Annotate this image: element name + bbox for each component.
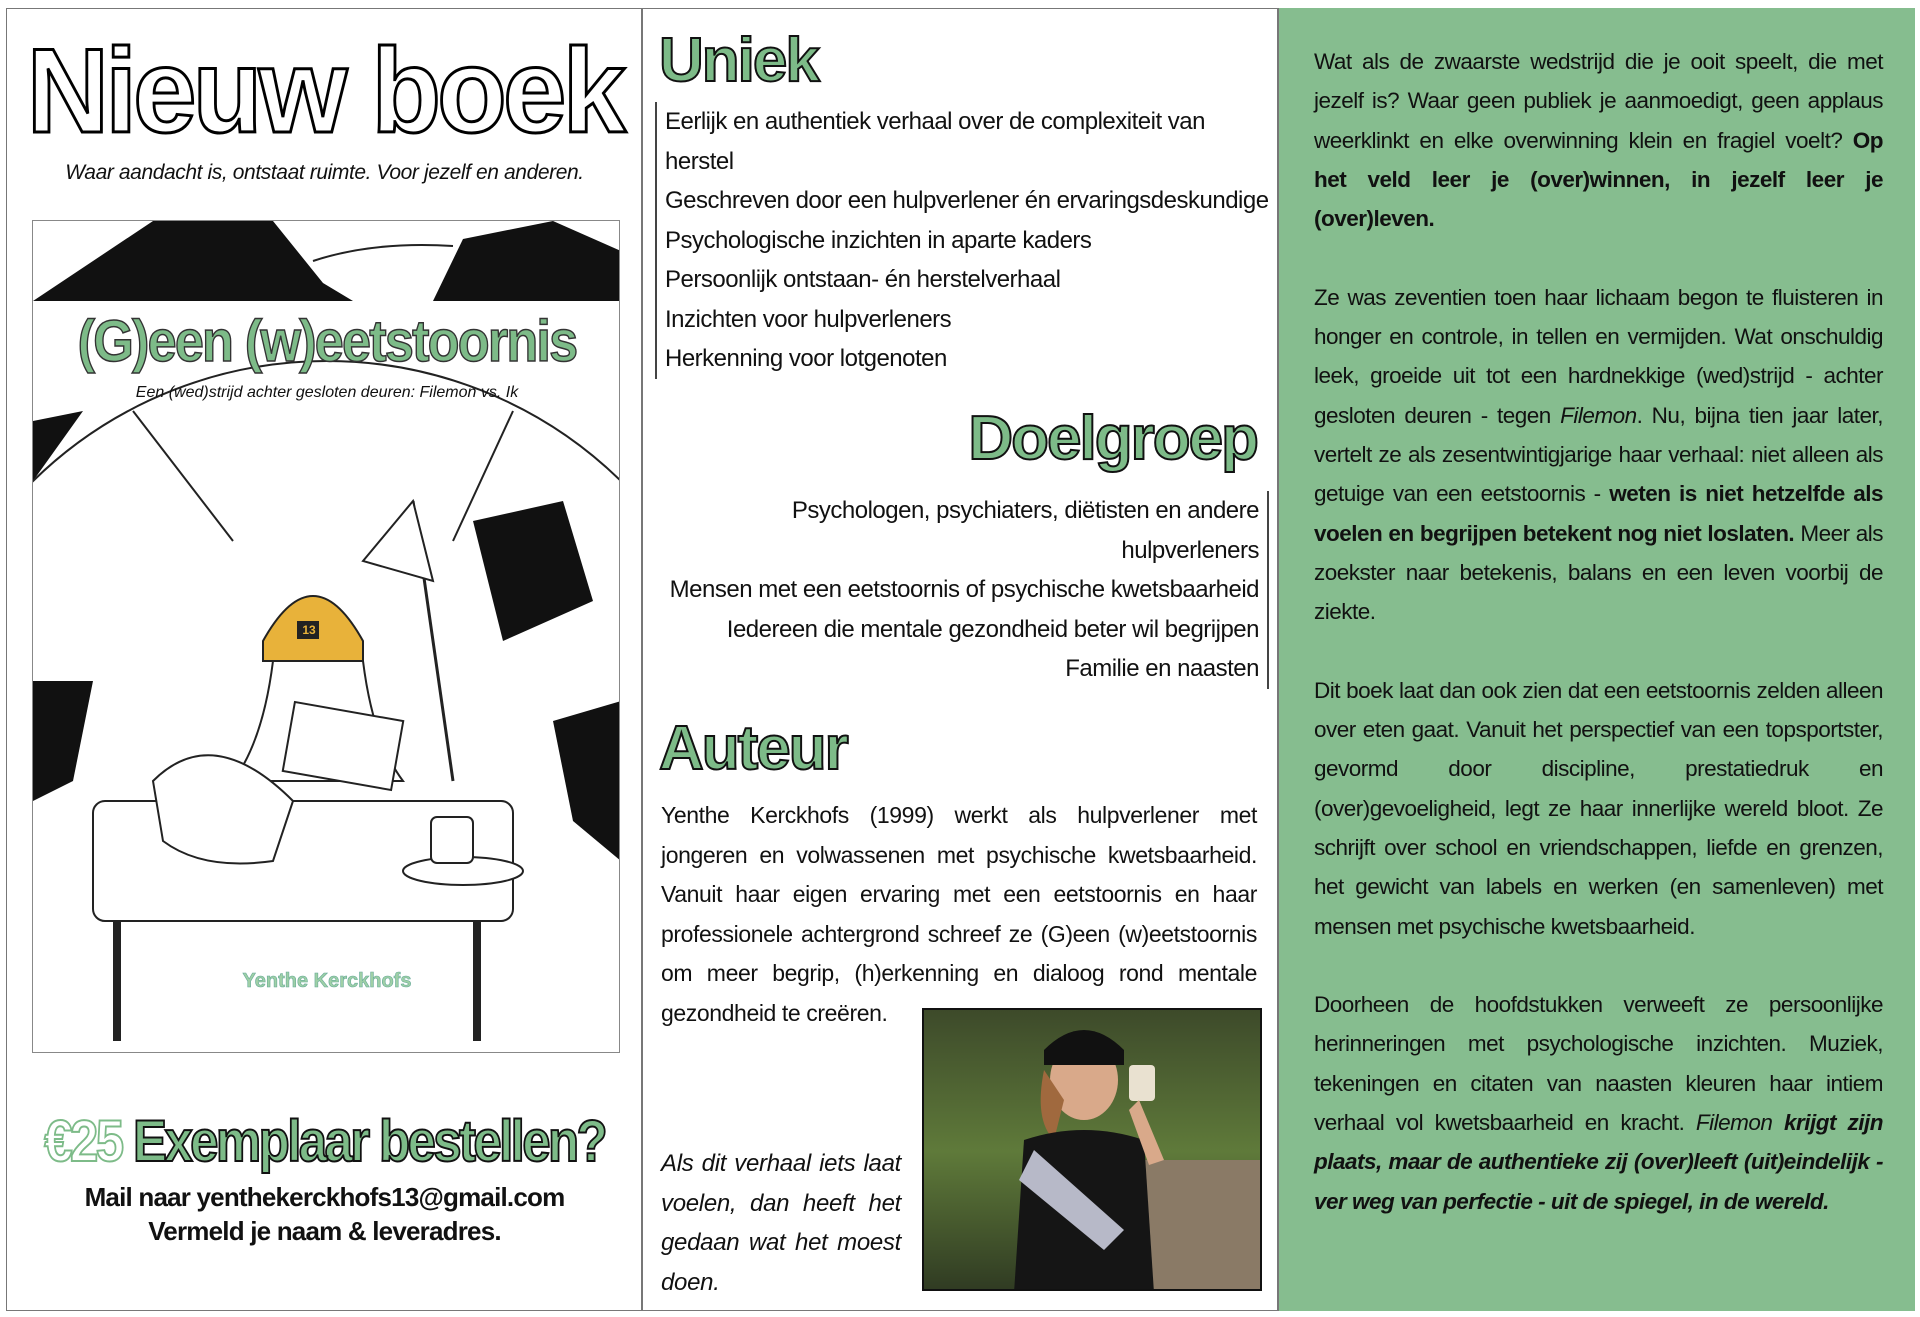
order-question: Exemplaar bestellen? xyxy=(133,1109,606,1174)
audience-list xyxy=(649,491,1269,689)
author-photo xyxy=(922,1008,1262,1291)
contact-instructions: Vermeld je naam & leveradres. xyxy=(148,1216,501,1246)
synopsis-text-segment: Dit boek laat dan ook zien dat een eetstoornis zelden alleen over eten gaat. Vanuit het perspectief van een topsportster, gevormd door discipline, prestatiedruk en (over)gevoeligheid, legt ze haar innerlijke wereld bloot. Ze schrijft over school en vriendschappen, liefde en grenzen, het gewicht van labels en werken (en samenleven) met mensen met psychische kwetsbaarheid. xyxy=(1314,677,1883,939)
list-item: Herkenning voor lotgenoten xyxy=(665,345,947,372)
synopsis-text-segment: Op het veld leer je (over)winnen, in jezelf leer je (over)leven. xyxy=(1314,127,1883,232)
list-item: Geschreven door een hulpverlener én ervaringsdeskundige xyxy=(665,187,1269,214)
cover-title: (G)een (w)eetstoornis xyxy=(77,309,577,374)
right-column-synopsis xyxy=(1279,8,1915,1311)
list-item: Psychologen, psychiaters, diëtisten en andere hulpverleners xyxy=(791,497,1259,564)
left-column xyxy=(6,8,643,1311)
list-item: Eerlijk en authentiek verhaal over de complexiteit van herstel xyxy=(665,108,1205,175)
middle-column xyxy=(643,8,1279,1311)
price: €25 xyxy=(44,1109,122,1174)
author-photo-image xyxy=(924,1010,1262,1291)
synopsis-paragraph xyxy=(1314,42,1883,238)
author-quote: Als dit verhaal iets laat voelen, dan heeft het gedaan wat het moest doen. xyxy=(661,1150,901,1296)
synopsis-text-segment: Filemon xyxy=(1695,1110,1773,1136)
synopsis-text-segment: . Nu, bijna tien jaar later, vertelt ze als zesentwintigjarige haar verhaal: niet alleen als getuige van een eetstoornis - xyxy=(1314,402,1883,507)
synopsis-text-segment: weten is niet hetzelfde als voelen en begrijpen betekent nog niet loslaten. xyxy=(1314,481,1884,546)
list-item: Familie en naasten xyxy=(1065,655,1259,682)
cover-author: Yenthe Kerckhofs xyxy=(242,970,412,992)
synopsis-text xyxy=(1314,42,1883,1260)
contact-email-line[interactable]: Mail naar yenthekerckhofs13@gmail.com xyxy=(84,1182,565,1212)
synopsis-text-segment: krijgt zijn plaats, maar de authentieke zij (over)leeft (uit)eindelijk - ver weg van perfectie - uit de spiegel, in de wereld. xyxy=(1314,1110,1884,1214)
list-item: Persoonlijk ontstaan- én herstelverhaal xyxy=(665,266,1061,293)
list-item: Iedereen die mentale gezondheid beter wil begrijpen xyxy=(726,615,1259,643)
book-cover-image xyxy=(32,220,620,1053)
synopsis-text-segment: Wat als de zwaarste wedstrijd die je ooit speelt, die met jezelf is? Waar geen publiek je aanmoedigt, geen applaus weerklinkt en elke overwinning klein en fragiel voelt? xyxy=(1314,49,1883,153)
list-item: Mensen met een eetstoornis of psychische kwetsbaarheid xyxy=(669,576,1259,603)
synopsis-text-segment: Meer als zoekster naar betekenis, balans en een leven voorbij de ziekte. xyxy=(1314,520,1883,625)
synopsis-text-segment: Doorheen de hoofdstukken verweeft ze persoonlijke herinneringen met psychologische inzichten. Muziek, tekeningen en citaten van naasten kleuren haar intiem verhaal vol kwetsbaarheid en kracht. xyxy=(1314,992,1883,1136)
list-item: Inzichten voor hulpverleners xyxy=(665,305,952,333)
audience-heading: Doelgroep xyxy=(968,404,1257,473)
unique-list xyxy=(655,102,1275,379)
synopsis-paragraph xyxy=(1314,671,1883,946)
synopsis-text-segment: Ze was zeventien toen haar lichaam begon te fluisteren in honger en controle, in tellen en vermijden. Wat onschuldig leek, groeide uit tot een hardnekkige (wed)strijd - achter gesloten deuren - tegen xyxy=(1314,284,1883,428)
author-bio: Yenthe Kerckhofs (1999) werkt als hulpverlener met jongeren en volwassenen met psychische kwetsbaarheid. Vanuit haar eigen ervaring met een eetstoornis en haar professionele achtergrond schreef ze (G)een (w)eetstoornis om meer begrip, (h)erkenning en dialoog rond mentale gezondheid te creëren. xyxy=(661,802,1257,1026)
cover-subtitle: Een (wed)strijd achter gesloten deuren: Filemon vs. Ik xyxy=(135,384,519,401)
flyer-title: Nieuw boek xyxy=(26,24,623,158)
beanie-number: 13 xyxy=(302,623,316,637)
list-item: Psychologische inzichten in aparte kaders xyxy=(665,226,1092,254)
synopsis-paragraph xyxy=(1314,278,1883,632)
synopsis-text-segment: Filemon xyxy=(1560,402,1637,428)
order-heading xyxy=(44,1109,606,1174)
unique-heading: Uniek xyxy=(659,26,818,95)
tagline: Waar aandacht is, ontstaat ruimte. Voor jezelf en anderen. xyxy=(65,161,584,184)
author-heading: Auteur xyxy=(659,714,847,783)
synopsis-paragraph xyxy=(1314,985,1883,1221)
